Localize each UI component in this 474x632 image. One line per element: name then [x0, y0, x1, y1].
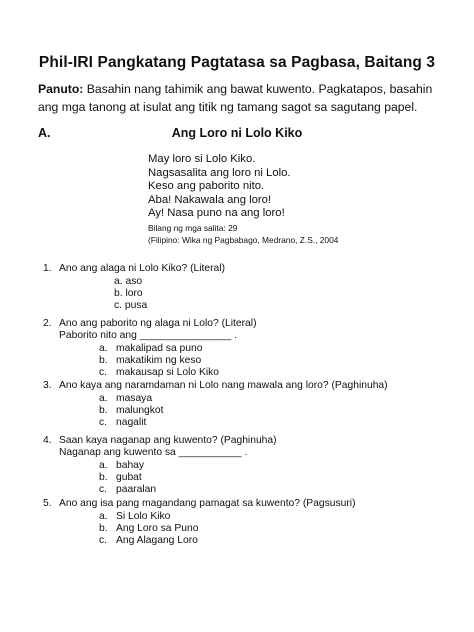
choice-letter: b.: [99, 522, 108, 534]
choice-label: bahay: [116, 459, 145, 471]
choice-letter: c.: [114, 299, 123, 311]
choice-label: makalipad sa puno: [116, 342, 203, 354]
question-number: 4.: [43, 435, 52, 446]
choice-letter: a.: [99, 459, 108, 471]
section-letter: A.: [38, 126, 51, 140]
question-number: 2.: [43, 318, 52, 329]
choice-text: [114, 288, 143, 300]
story-line: Keso ang paborito nito.: [148, 180, 265, 193]
directions-paragraph: [38, 80, 438, 116]
choice-text: [114, 276, 142, 288]
choice-letter: a.: [99, 392, 108, 404]
word-count: Bilang ng mga salita: 29: [148, 223, 238, 233]
question-number: 3.: [43, 380, 52, 391]
choice-letter: a.: [114, 275, 123, 287]
story-line: Aba! Nakawala ang loro!: [148, 193, 272, 206]
story-line: Ay! Nasa puno na ang loro!: [148, 207, 285, 220]
choice-letter: a.: [99, 510, 108, 522]
fill-in-blank-prompt: Naganap ang kuwento sa ___________ .: [59, 446, 248, 458]
choice-label: Ang Loro sa Puno: [116, 522, 199, 534]
choice-letter: c.: [99, 366, 108, 378]
choice-label: makatikim ng keso: [116, 354, 202, 366]
story-title: Ang Loro ni Lolo Kiko: [171, 126, 303, 140]
choice-letter: b.: [114, 287, 123, 299]
directions-label: Panuto:: [38, 82, 84, 96]
choice-label: gubat: [116, 471, 142, 483]
question-number: 5.: [43, 498, 52, 509]
question-number: 1.: [43, 263, 52, 274]
question-text: Ano kaya ang naramdaman ni Lolo nang mawala ang loro? (Paghinuha): [59, 380, 388, 391]
choice-letter: b.: [99, 471, 108, 483]
choice-letter: c.: [99, 483, 108, 495]
choice-label: paaralan: [116, 483, 157, 495]
choice-letter: c.: [99, 534, 108, 546]
choice-label: loro: [125, 287, 143, 299]
choice-label: malungkot: [116, 404, 164, 416]
question-text: Ano ang isa pang magandang pamagat sa kuwento? (Pagsusuri): [59, 498, 356, 509]
choice-text: [114, 300, 147, 312]
choice-letter: b.: [99, 404, 108, 416]
choice-letter: b.: [99, 354, 108, 366]
fill-in-blank-prompt: Paborito nito ang ________________ .: [59, 329, 238, 341]
directions-text: Basahin nang tahimik ang bawat kuwento. Pagkatapos, basahin ang mga tanong at isulat ang titik ng tamang sagot sa sagutang papel.: [38, 82, 433, 114]
choice-letter: a.: [99, 342, 108, 354]
choice-label: nagalit: [116, 416, 147, 428]
choice-label: makausap si Lolo Kiko: [116, 366, 220, 378]
choice-label: Ang Alagang Loro: [116, 534, 198, 546]
story-metadata: [148, 223, 338, 247]
story-source: (Filipino: Wika ng Pagbabago, Medrano, Z.S., 2004: [148, 234, 339, 245]
choice-label: Si Lolo Kiko: [116, 510, 171, 522]
question-text: Saan kaya naganap ang kuwento? (Paghinuha): [59, 435, 277, 446]
question-text: Ano ang paborito ng alaga ni Lolo? (Literal): [59, 318, 257, 329]
story-line: Nagsasalita ang loro ni Lolo.: [148, 166, 291, 179]
story-line: May loro si Lolo Kiko.: [148, 153, 256, 165]
page-title: Phil-IRI Pangkatang Pagtatasa sa Pagbasa, Baitang 3: [38, 54, 436, 71]
choice-label: pusa: [124, 299, 148, 311]
choice-label: masaya: [116, 392, 153, 404]
story-text: [148, 153, 291, 221]
question-text: Ano ang alaga ni Lolo Kiko? (Literal): [59, 263, 226, 274]
choice-letter: c.: [99, 416, 108, 428]
choice-label: aso: [125, 275, 143, 287]
